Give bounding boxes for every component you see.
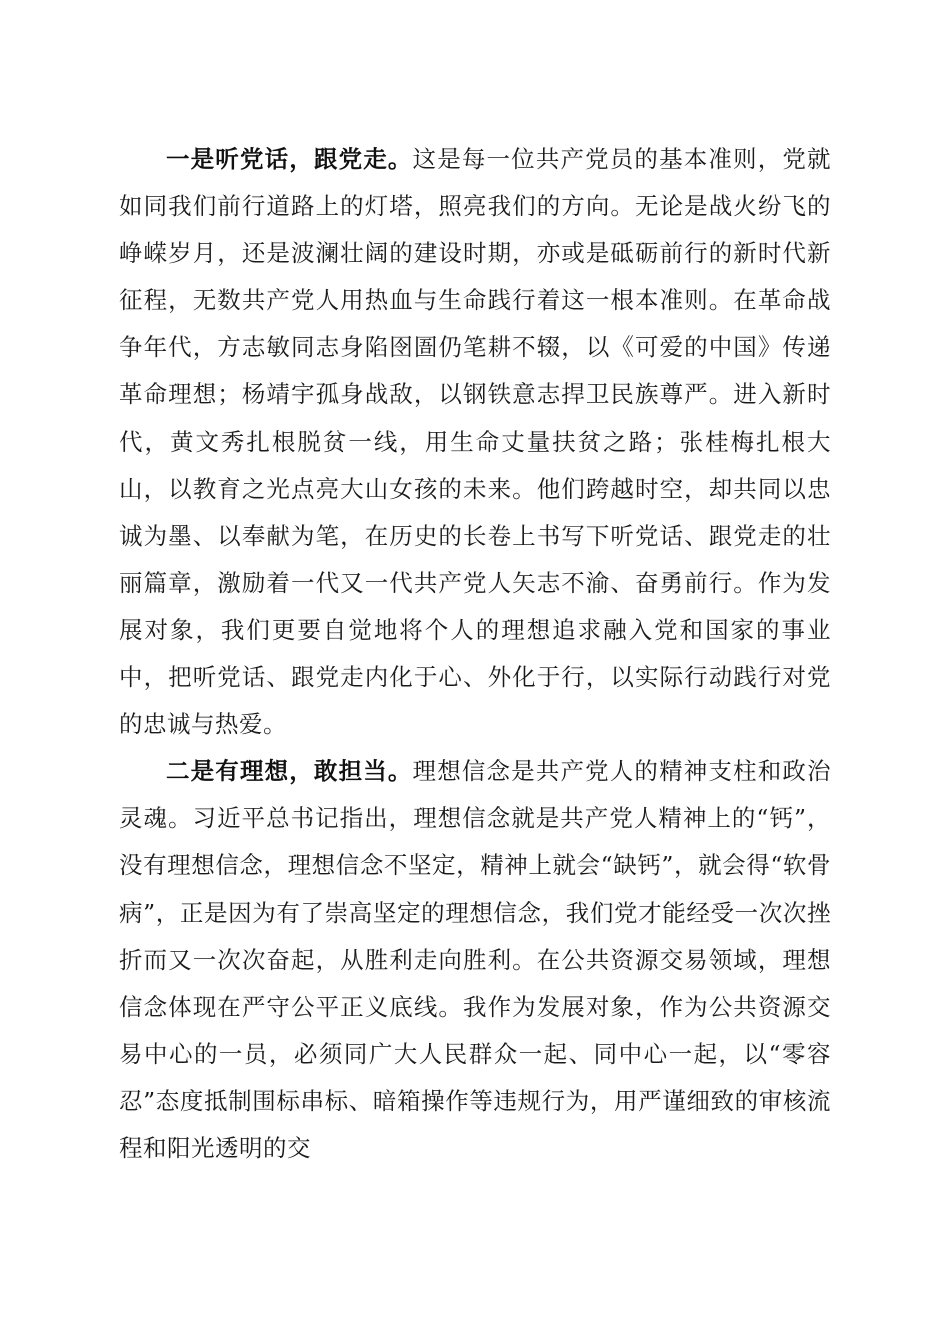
paragraph-1-text: 这是每一位共产党员的基本准则，党就如同我们前行道路上的灯塔，照亮我们的方向。无论是战火纷飞的峥嵘岁月，还是波澜壮阔的建设时期，亦或是砥砺前行的新时代新征程，无数共产党人用热血与生命践行着这一根本准则。在革命战争年代，方志敏同志身陷囹圄仍笔耕不辍，以《可爱的中国》传递革命理想；杨靖宇孤身战敌，以钢铁意志捍卫民族尊严。进入新时代，黄文秀扎根脱贫一线，用生命丈量扶贫之路；张桂梅扎根大山，以教育之光点亮大山女孩的未来。他们跨越时空，却共同以忠诚为墨、以奉献为笔，在历史的长卷上书写下听党话、跟党走的壮丽篇章，激励着一代又一代共产党人矢志不渝、奋勇前行。作为发展对象，我们更要自觉地将个人的理想追求融入党和国家的事业中，把听党话、跟党走内化于心、外化于行，以实际行动践行对党的忠诚与热爱。	[119, 145, 832, 739]
paragraph-1-heading: 一是听党话，跟党走。	[166, 145, 413, 173]
paragraph-2	[119, 748, 831, 1172]
paragraph-2-text: 理想信念是共产党人的精神支柱和政治灵魂。习近平总书记指出，理想信念就是共产党人精神上的“钙”，没有理想信念，理想信念不坚定，精神上就会“缺钙”，就会得“软骨病”，正是因为有了崇高坚定的理想信念，我们党才能经受一次次挫折而又一次次奋起，从胜利走向胜利。在公共资源交易领域，理想信念体现在严守公平正义底线。我作为发展对象，作为公共资源交易中心的一员，必须同广大人民群众一起、同中心一起，以“零容忍”态度抵制围标串标、暗箱操作等违规行为，用严谨细致的审核流程和阳光透明的交	[119, 757, 832, 1162]
document-body	[119, 136, 831, 1172]
paragraph-2-heading: 二是有理想，敢担当。	[166, 757, 413, 786]
paragraph-1	[119, 136, 831, 748]
